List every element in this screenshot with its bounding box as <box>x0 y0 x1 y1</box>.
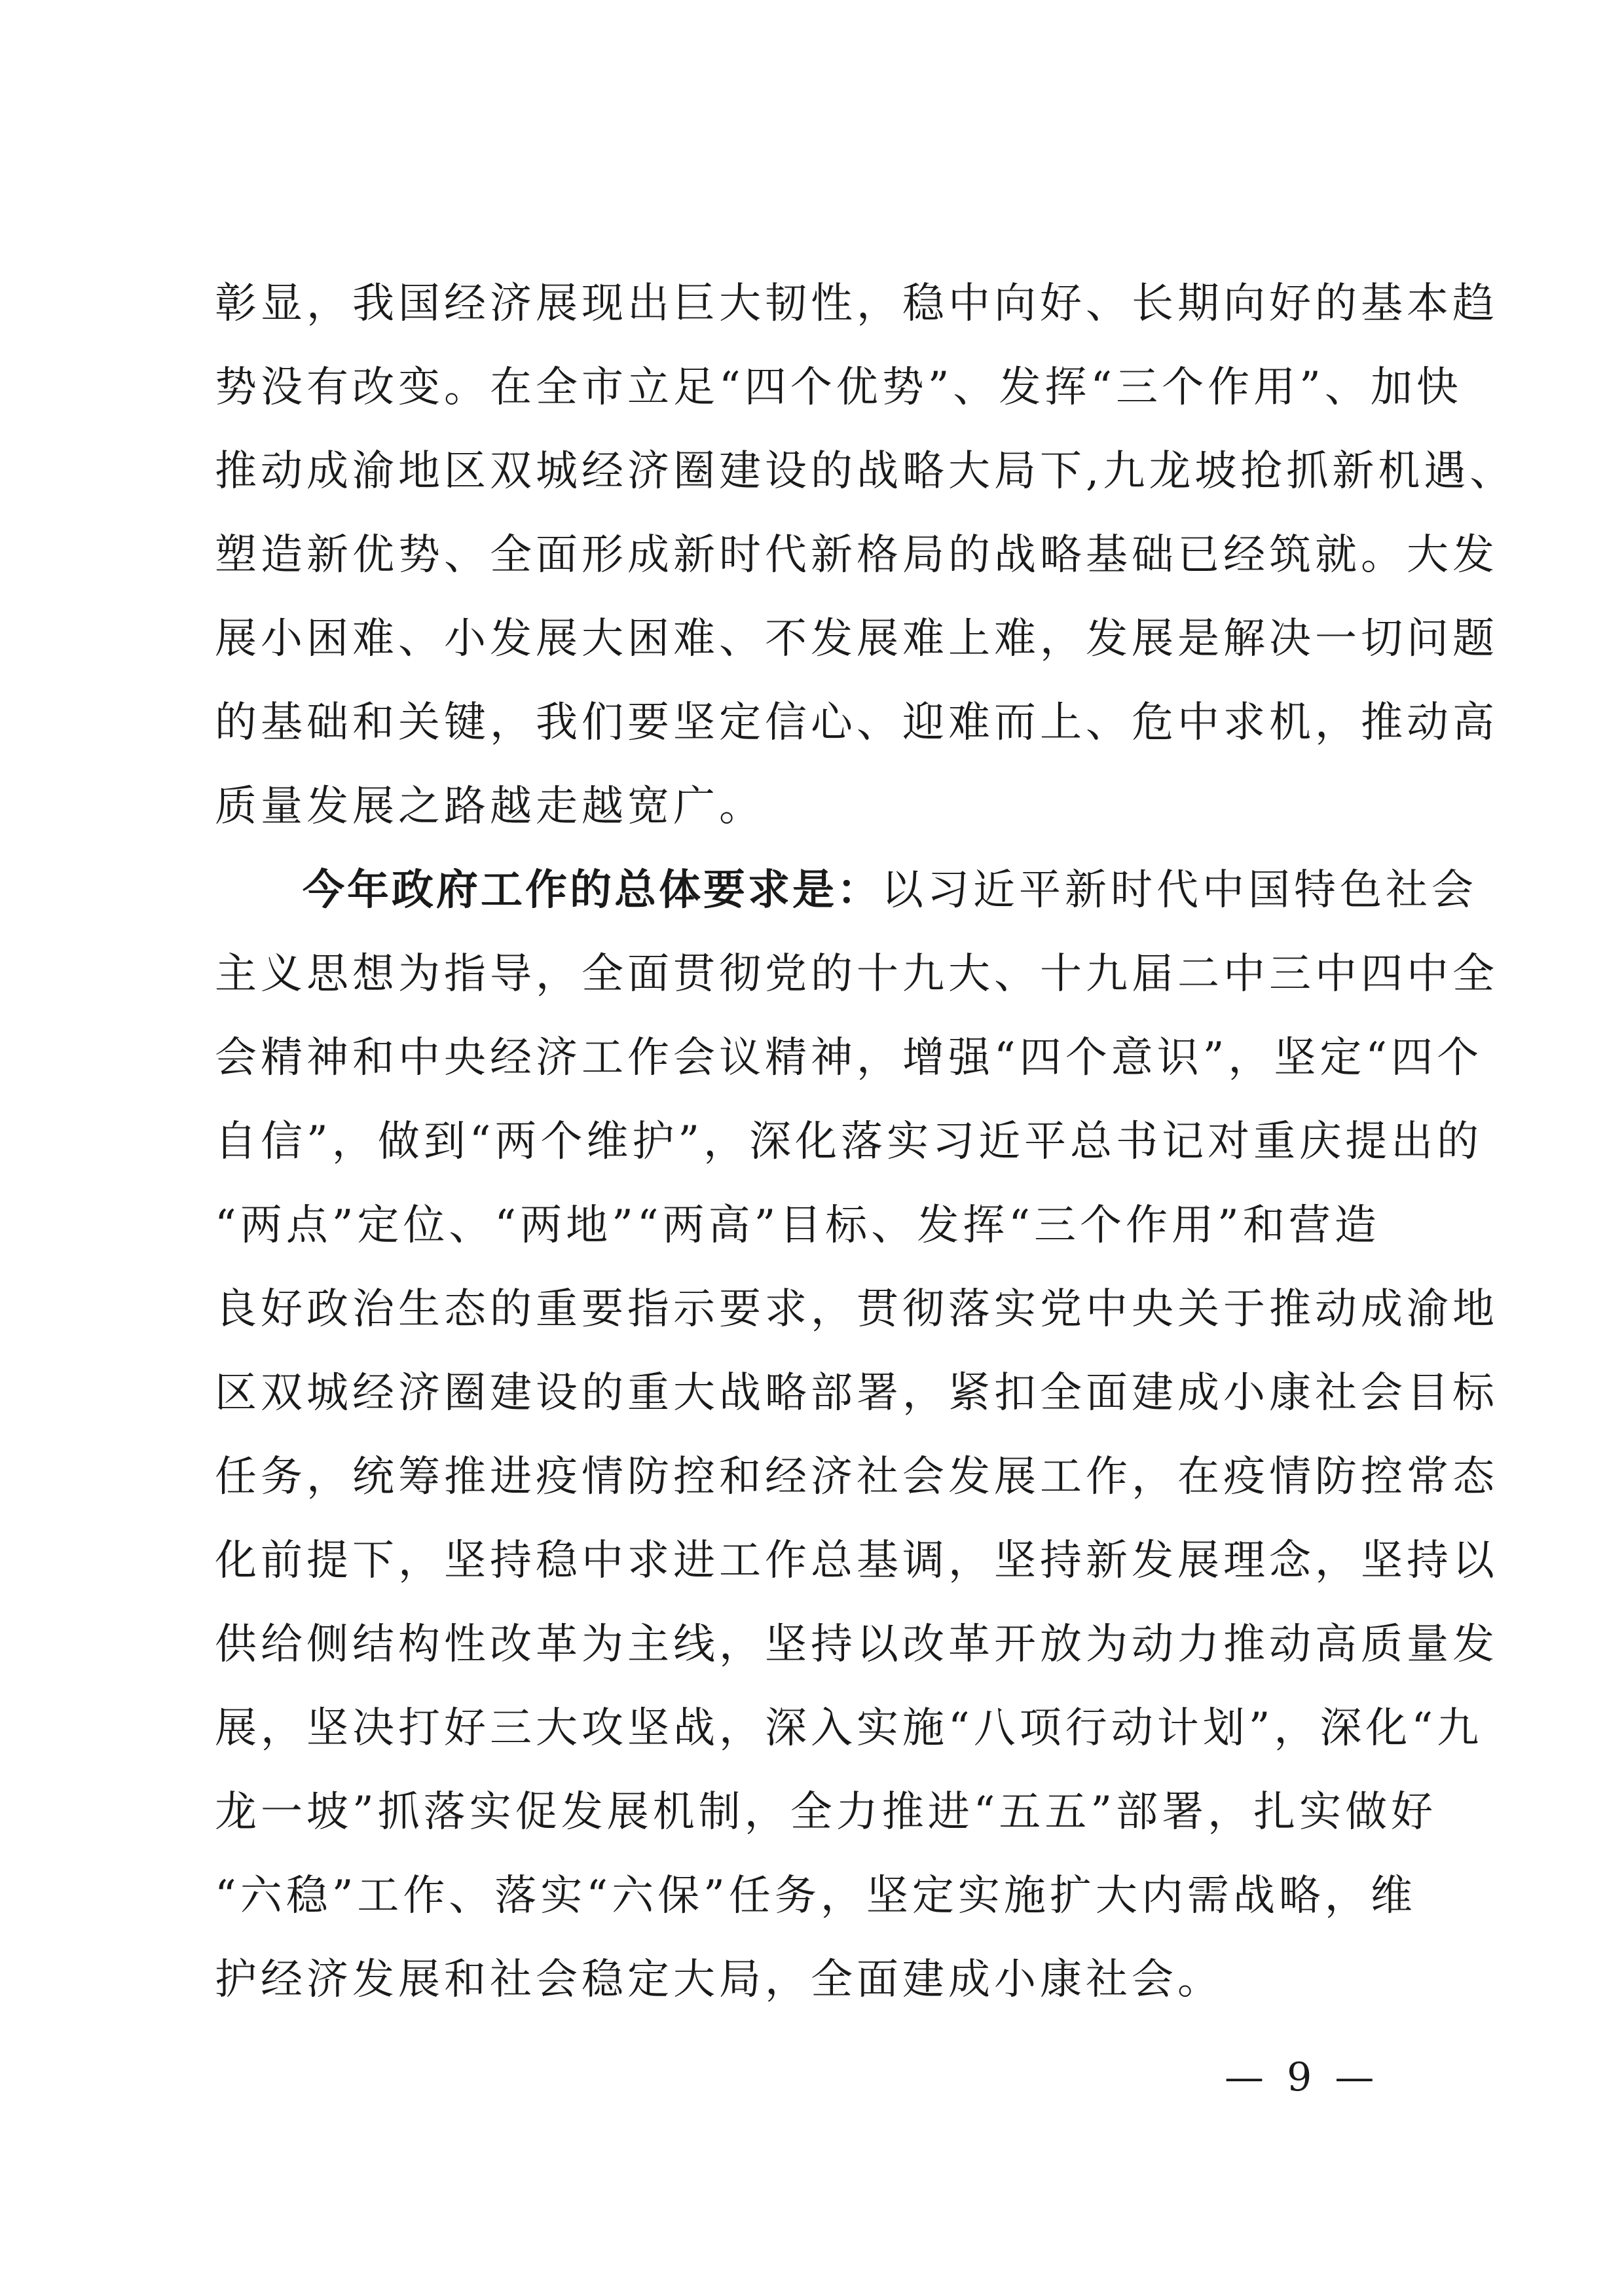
paragraph-line: 龙一坡”抓落实促发展机制，全力推进“五五”部署，扎实做好 <box>215 1788 1437 1836</box>
paragraph-line: 彰显，我国经济展现出巨大韧性，稳中向好、长期向好的基本趋 <box>215 280 1498 328</box>
paragraph-overall-requirements <box>215 848 1498 2022</box>
paragraph-line: 区双城经济圈建设的重大战略部署，紧扣全面建成小康社会目标 <box>215 1369 1498 1417</box>
paragraph-line: 展，坚决打好三大攻坚战，深入实施“八项行动计划”，深化“九 <box>215 1704 1483 1753</box>
paragraph-line: 质量发展之路越走越宽广。 <box>215 782 765 831</box>
paragraph-line: 良好政治生态的重要指示要求，贯彻落实党中央关于推动成渝地 <box>215 1285 1498 1334</box>
paragraph-line: 塑造新优势、全面形成新时代新格局的战略基础已经筑就。大发 <box>215 531 1498 579</box>
paragraph-line: 任务，统筹推进疫情防控和经济社会发展工作，在疫情防控常态 <box>215 1453 1498 1501</box>
page-number: — 9 — <box>1225 2054 1380 2100</box>
paragraph-line: 展小困难、小发展大困难、不发展难上难，发展是解决一切问题 <box>215 615 1498 663</box>
paragraph-line: 自信”，做到“两个维护”，深化落实习近平总书记对重庆提出的 <box>215 1118 1483 1166</box>
paragraph-line: “六稳”工作、落实“六保”任务，坚定实施扩大内需战略，维 <box>215 1872 1416 1920</box>
paragraph-line: 主义思想为指导，全面贯彻党的十九大、十九届二中三中四中全 <box>215 950 1498 998</box>
paragraph-line: “两点”定位、“两地”“两高”目标、发挥“三个作用”和营造 <box>215 1201 1380 1250</box>
paragraph-line: 护经济发展和社会稳定大局，全面建成小康社会。 <box>215 1956 1223 2004</box>
paragraph-line: 的基础和关键，我们要坚定信心、迎难而上、危中求机，推动高 <box>215 699 1498 747</box>
bold-lead-text: 今年政府工作的总体要求是： <box>303 866 881 915</box>
paragraph-line: 势没有改变。在全市立足“四个优势”、发挥“三个作用”、加快 <box>215 363 1462 412</box>
paragraph-line: 会精神和中央经济工作会议精神，增强“四个意识”，坚定“四个 <box>215 1034 1483 1082</box>
first-line-rest: 以习近平新时代中国特色社会 <box>881 866 1477 915</box>
paragraph-continuation <box>215 262 1516 848</box>
paragraph-line: 化前提下，坚持稳中求进工作总基调，坚持新发展理念，坚持以 <box>215 1537 1498 1585</box>
paragraph-line: 推动成渝地区双城经济圈建设的战略大局下,九龙坡抢抓新机遇、 <box>215 447 1516 496</box>
paragraph-first-line <box>215 848 1477 932</box>
paragraph-line: 供给侧结构性改革为主线，坚持以改革开放为动力推动高质量发 <box>215 1620 1498 1669</box>
